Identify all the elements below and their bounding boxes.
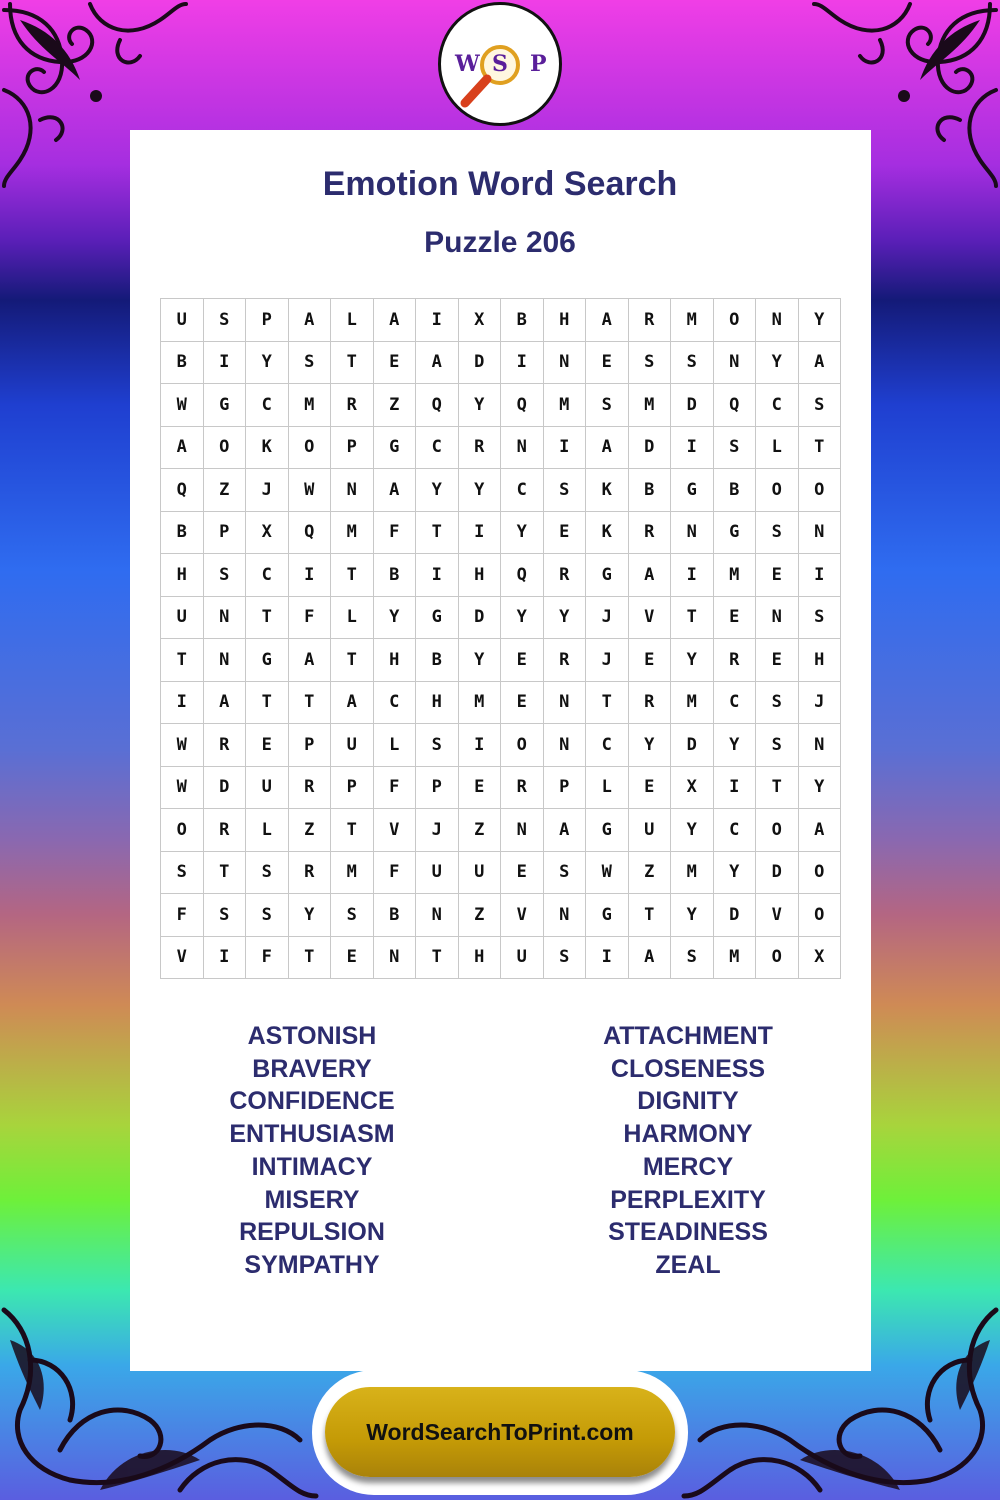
grid-cell[interactable]: O xyxy=(161,809,204,852)
grid-cell[interactable]: Q xyxy=(714,384,757,427)
grid-cell[interactable]: B xyxy=(714,469,757,512)
grid-cell[interactable]: G xyxy=(246,639,289,682)
grid-cell[interactable]: H xyxy=(374,639,417,682)
grid-cell[interactable]: D xyxy=(671,724,714,767)
grid-cell[interactable]: O xyxy=(714,299,757,342)
grid-cell[interactable]: T xyxy=(671,597,714,640)
grid-cell[interactable]: B xyxy=(629,469,672,512)
word-list-item: CLOSENESS xyxy=(610,1054,766,1083)
grid-cell[interactable]: A xyxy=(799,809,842,852)
grid-cell[interactable]: B xyxy=(501,299,544,342)
grid-cell[interactable]: D xyxy=(459,342,502,385)
grid-cell[interactable]: R xyxy=(459,427,502,470)
page-title: Emotion Word Search xyxy=(322,165,678,203)
grid-cell[interactable]: T xyxy=(756,767,799,810)
site-logo[interactable] xyxy=(438,2,562,126)
word-list-item: BRAVERY xyxy=(252,1054,372,1083)
grid-cell[interactable]: R xyxy=(204,809,247,852)
grid-cell[interactable]: S xyxy=(331,894,374,937)
word-list-item: PERPLEXITY xyxy=(610,1185,766,1214)
grid-cell[interactable]: C xyxy=(246,554,289,597)
grid-cell[interactable]: T xyxy=(331,342,374,385)
grid-cell[interactable]: V xyxy=(756,894,799,937)
grid-cell[interactable]: N xyxy=(544,682,587,725)
grid-cell[interactable]: E xyxy=(501,682,544,725)
grid-cell[interactable]: E xyxy=(246,724,289,767)
grid-cell[interactable]: Z xyxy=(459,809,502,852)
grid-cell[interactable]: S xyxy=(799,597,842,640)
grid-cell[interactable]: Y xyxy=(714,852,757,895)
grid-cell[interactable]: Q xyxy=(289,512,332,555)
grid-cell[interactable]: A xyxy=(289,639,332,682)
grid-cell[interactable]: T xyxy=(799,427,842,470)
grid-cell[interactable]: D xyxy=(756,852,799,895)
grid-cell[interactable]: T xyxy=(416,937,459,980)
grid-cell[interactable]: F xyxy=(374,767,417,810)
grid-cell[interactable]: E xyxy=(544,512,587,555)
grid-cell[interactable]: M xyxy=(671,299,714,342)
grid-cell[interactable]: I xyxy=(161,682,204,725)
grid-cell[interactable]: H xyxy=(544,299,587,342)
grid-cell[interactable]: I xyxy=(544,427,587,470)
grid-cell[interactable]: N xyxy=(671,512,714,555)
grid-cell[interactable]: N xyxy=(714,342,757,385)
grid-cell[interactable]: Y xyxy=(629,724,672,767)
grid-cell[interactable]: E xyxy=(586,342,629,385)
grid-cell[interactable]: R xyxy=(714,639,757,682)
grid-cell[interactable]: T xyxy=(204,852,247,895)
grid-cell[interactable]: A xyxy=(161,427,204,470)
grid-cell[interactable]: P xyxy=(544,767,587,810)
grid-cell[interactable]: F xyxy=(246,937,289,980)
grid-cell[interactable]: P xyxy=(289,724,332,767)
grid-cell[interactable]: I xyxy=(289,554,332,597)
grid-cell[interactable]: Y xyxy=(459,639,502,682)
grid-cell[interactable]: J xyxy=(586,597,629,640)
grid-cell[interactable]: I xyxy=(671,554,714,597)
grid-cell[interactable]: O xyxy=(799,469,842,512)
grid-cell[interactable]: S xyxy=(204,554,247,597)
grid-cell[interactable]: F xyxy=(161,894,204,937)
grid-cell[interactable]: S xyxy=(671,342,714,385)
grid-cell[interactable]: Z xyxy=(289,809,332,852)
word-list-item: HARMONY xyxy=(623,1120,753,1149)
grid-cell[interactable]: S xyxy=(289,342,332,385)
grid-cell[interactable]: G xyxy=(416,597,459,640)
grid-cell[interactable]: R xyxy=(204,724,247,767)
grid-cell[interactable]: A xyxy=(586,427,629,470)
letter-grid[interactable] xyxy=(160,298,841,979)
grid-cell[interactable]: P xyxy=(204,512,247,555)
grid-cell[interactable]: N xyxy=(331,469,374,512)
grid-cell[interactable]: O xyxy=(756,937,799,980)
grid-cell[interactable]: M xyxy=(289,384,332,427)
grid-cell[interactable]: P xyxy=(416,767,459,810)
grid-cell[interactable]: N xyxy=(544,342,587,385)
grid-cell[interactable]: N xyxy=(799,724,842,767)
grid-cell[interactable]: K xyxy=(586,469,629,512)
grid-cell[interactable]: N xyxy=(416,894,459,937)
grid-cell[interactable]: V xyxy=(501,894,544,937)
grid-cell[interactable]: N xyxy=(756,299,799,342)
grid-cell[interactable]: Y xyxy=(289,894,332,937)
grid-cell[interactable]: R xyxy=(331,384,374,427)
grid-cell[interactable]: R xyxy=(629,512,672,555)
grid-cell[interactable]: Z xyxy=(204,469,247,512)
grid-cell[interactable]: Q xyxy=(501,554,544,597)
grid-cell[interactable]: V xyxy=(629,597,672,640)
grid-cell[interactable]: I xyxy=(416,299,459,342)
grid-cell[interactable]: M xyxy=(629,384,672,427)
grid-cell[interactable]: G xyxy=(714,512,757,555)
grid-cell[interactable]: R xyxy=(629,682,672,725)
grid-cell[interactable]: M xyxy=(331,852,374,895)
grid-cell[interactable]: J xyxy=(416,809,459,852)
grid-cell[interactable]: D xyxy=(671,384,714,427)
grid-cell[interactable]: I xyxy=(459,724,502,767)
grid-cell[interactable]: Y xyxy=(459,384,502,427)
grid-cell[interactable]: U xyxy=(629,809,672,852)
grid-cell[interactable]: J xyxy=(586,639,629,682)
grid-cell[interactable]: X xyxy=(459,299,502,342)
grid-cell[interactable]: R xyxy=(289,852,332,895)
grid-cell[interactable]: Y xyxy=(416,469,459,512)
grid-cell[interactable]: L xyxy=(586,767,629,810)
grid-cell[interactable]: N xyxy=(756,597,799,640)
grid-cell[interactable]: D xyxy=(629,427,672,470)
grid-cell[interactable]: I xyxy=(501,342,544,385)
grid-cell[interactable]: L xyxy=(331,299,374,342)
grid-cell[interactable]: W xyxy=(161,384,204,427)
grid-cell[interactable]: T xyxy=(586,682,629,725)
grid-cell[interactable]: N xyxy=(544,894,587,937)
grid-cell[interactable]: S xyxy=(544,852,587,895)
word-list-item: STEADINESS xyxy=(608,1218,768,1247)
grid-cell[interactable]: O xyxy=(799,894,842,937)
grid-cell[interactable]: T xyxy=(289,937,332,980)
grid-cell[interactable]: Z xyxy=(629,852,672,895)
grid-cell[interactable]: I xyxy=(799,554,842,597)
word-list-left xyxy=(162,1020,462,1282)
grid-cell[interactable]: G xyxy=(586,554,629,597)
puzzle-number: Puzzle 206 xyxy=(424,226,576,259)
grid-cell[interactable]: D xyxy=(459,597,502,640)
grid-cell[interactable]: V xyxy=(161,937,204,980)
grid-cell[interactable]: O xyxy=(501,724,544,767)
word-list-item: INTIMACY xyxy=(251,1152,373,1181)
grid-cell[interactable]: Z xyxy=(459,894,502,937)
grid-cell[interactable]: S xyxy=(544,937,587,980)
grid-cell[interactable]: C xyxy=(714,682,757,725)
grid-cell[interactable]: S xyxy=(756,512,799,555)
logo-letter-s: S xyxy=(492,51,508,77)
grid-cell[interactable]: N xyxy=(204,597,247,640)
grid-cell[interactable]: E xyxy=(501,639,544,682)
grid-cell[interactable]: I xyxy=(416,554,459,597)
grid-cell[interactable]: A xyxy=(374,469,417,512)
grid-cell[interactable]: Y xyxy=(756,342,799,385)
grid-cell[interactable]: C xyxy=(756,384,799,427)
grid-cell[interactable]: P xyxy=(246,299,289,342)
grid-cell[interactable]: A xyxy=(629,554,672,597)
grid-cell[interactable]: N xyxy=(799,512,842,555)
grid-cell[interactable]: S xyxy=(416,724,459,767)
grid-cell[interactable]: Z xyxy=(374,384,417,427)
grid-cell[interactable]: B xyxy=(374,554,417,597)
word-list-item: CONFIDENCE xyxy=(229,1087,395,1116)
grid-cell[interactable]: E xyxy=(756,639,799,682)
grid-cell[interactable]: Y xyxy=(374,597,417,640)
grid-cell[interactable]: G xyxy=(586,809,629,852)
grid-cell[interactable]: L xyxy=(331,597,374,640)
grid-cell[interactable]: D xyxy=(714,894,757,937)
grid-cell[interactable]: R xyxy=(544,554,587,597)
grid-cell[interactable]: R xyxy=(501,767,544,810)
grid-cell[interactable]: N xyxy=(374,937,417,980)
grid-cell[interactable]: N xyxy=(544,724,587,767)
word-list-item: SYMPATHY xyxy=(244,1250,380,1279)
grid-cell[interactable]: Q xyxy=(161,469,204,512)
grid-cell[interactable]: J xyxy=(799,682,842,725)
grid-cell[interactable]: R xyxy=(629,299,672,342)
grid-cell[interactable]: O xyxy=(204,427,247,470)
grid-cell[interactable]: Q xyxy=(501,384,544,427)
grid-cell[interactable]: A xyxy=(331,682,374,725)
grid-cell[interactable]: E xyxy=(374,342,417,385)
grid-cell[interactable]: U xyxy=(331,724,374,767)
grid-cell[interactable]: S xyxy=(544,469,587,512)
grid-cell[interactable]: N xyxy=(501,809,544,852)
grid-cell[interactable]: P xyxy=(331,767,374,810)
grid-cell[interactable]: E xyxy=(459,767,502,810)
grid-cell[interactable]: G xyxy=(671,469,714,512)
site-link-button[interactable]: WordSearchToPrint.com xyxy=(325,1387,675,1477)
grid-cell[interactable]: G xyxy=(374,427,417,470)
grid-cell[interactable]: T xyxy=(416,512,459,555)
grid-cell[interactable]: T xyxy=(161,639,204,682)
grid-cell[interactable]: I xyxy=(204,937,247,980)
grid-cell[interactable]: Y xyxy=(799,767,842,810)
grid-cell[interactable]: P xyxy=(331,427,374,470)
grid-cell[interactable]: H xyxy=(161,554,204,597)
grid-cell[interactable]: E xyxy=(756,554,799,597)
grid-cell[interactable]: Y xyxy=(501,512,544,555)
grid-cell[interactable]: C xyxy=(246,384,289,427)
grid-cell[interactable]: A xyxy=(799,342,842,385)
grid-cell[interactable]: C xyxy=(714,809,757,852)
grid-cell[interactable]: E xyxy=(629,767,672,810)
grid-cell[interactable]: S xyxy=(246,852,289,895)
grid-cell[interactable]: G xyxy=(586,894,629,937)
grid-cell[interactable]: R xyxy=(544,639,587,682)
grid-cell[interactable]: Y xyxy=(671,639,714,682)
grid-cell[interactable]: L xyxy=(756,427,799,470)
grid-cell[interactable]: T xyxy=(331,809,374,852)
grid-cell[interactable]: S xyxy=(714,427,757,470)
grid-cell[interactable]: A xyxy=(544,809,587,852)
grid-cell[interactable]: S xyxy=(629,342,672,385)
grid-cell[interactable]: M xyxy=(671,852,714,895)
grid-cell[interactable]: I xyxy=(714,767,757,810)
grid-cell[interactable]: Y xyxy=(671,809,714,852)
grid-cell[interactable]: S xyxy=(586,384,629,427)
grid-cell[interactable]: E xyxy=(331,937,374,980)
grid-cell[interactable]: O xyxy=(756,469,799,512)
grid-cell[interactable]: N xyxy=(501,427,544,470)
grid-cell[interactable]: R xyxy=(289,767,332,810)
grid-cell[interactable]: I xyxy=(671,427,714,470)
grid-cell[interactable]: E xyxy=(629,639,672,682)
grid-cell[interactable]: H xyxy=(799,639,842,682)
grid-cell[interactable]: Y xyxy=(714,724,757,767)
grid-cell[interactable]: M xyxy=(331,512,374,555)
grid-cell[interactable]: T xyxy=(246,682,289,725)
grid-cell[interactable]: I xyxy=(586,937,629,980)
grid-cell[interactable]: Y xyxy=(246,342,289,385)
grid-cell[interactable]: U xyxy=(161,597,204,640)
word-list-item: ASTONISH xyxy=(247,1022,377,1050)
grid-cell[interactable]: H xyxy=(459,937,502,980)
grid-cell[interactable]: O xyxy=(289,427,332,470)
grid-cell[interactable]: T xyxy=(289,682,332,725)
grid-cell[interactable]: A xyxy=(629,937,672,980)
grid-cell[interactable]: F xyxy=(374,512,417,555)
grid-cell[interactable]: S xyxy=(756,682,799,725)
grid-cell[interactable]: C xyxy=(501,469,544,512)
word-list-item: MERCY xyxy=(642,1152,734,1181)
grid-cell[interactable]: F xyxy=(289,597,332,640)
grid-cell[interactable]: W xyxy=(161,724,204,767)
grid-cell[interactable]: Q xyxy=(416,384,459,427)
grid-cell[interactable]: I xyxy=(204,342,247,385)
grid-cell[interactable]: O xyxy=(756,809,799,852)
word-list-item: MISERY xyxy=(264,1185,360,1214)
grid-cell[interactable]: S xyxy=(204,299,247,342)
grid-cell[interactable]: H xyxy=(459,554,502,597)
grid-cell[interactable]: T xyxy=(331,554,374,597)
grid-cell[interactable]: E xyxy=(714,597,757,640)
grid-cell[interactable]: B xyxy=(374,894,417,937)
word-list-item: ATTACHMENT xyxy=(603,1022,773,1050)
word-list-right xyxy=(538,1020,838,1282)
word-list-item: DIGNITY xyxy=(637,1087,739,1116)
grid-cell[interactable]: A xyxy=(416,342,459,385)
grid-cell[interactable]: S xyxy=(799,384,842,427)
grid-cell[interactable]: T xyxy=(246,597,289,640)
grid-cell[interactable]: M xyxy=(671,682,714,725)
grid-cell[interactable]: I xyxy=(459,512,502,555)
word-list-item: ZEAL xyxy=(655,1250,721,1279)
grid-cell[interactable]: S xyxy=(161,852,204,895)
grid-cell[interactable]: Y xyxy=(544,597,587,640)
grid-cell[interactable]: Y xyxy=(671,894,714,937)
grid-cell[interactable]: E xyxy=(501,852,544,895)
grid-cell[interactable]: L xyxy=(374,724,417,767)
grid-cell[interactable]: W xyxy=(586,852,629,895)
grid-cell[interactable]: D xyxy=(204,767,247,810)
grid-cell[interactable]: Y xyxy=(799,299,842,342)
grid-cell[interactable]: G xyxy=(204,384,247,427)
grid-cell[interactable]: N xyxy=(204,639,247,682)
grid-cell[interactable]: K xyxy=(586,512,629,555)
grid-cell[interactable]: C xyxy=(374,682,417,725)
grid-cell[interactable]: X xyxy=(671,767,714,810)
grid-cell[interactable]: L xyxy=(246,809,289,852)
grid-cell[interactable]: V xyxy=(374,809,417,852)
grid-cell[interactable]: A xyxy=(289,299,332,342)
grid-cell[interactable]: F xyxy=(374,852,417,895)
grid-cell[interactable]: S xyxy=(756,724,799,767)
grid-cell[interactable]: S xyxy=(671,937,714,980)
grid-cell[interactable]: M xyxy=(714,937,757,980)
grid-cell[interactable]: W xyxy=(161,767,204,810)
grid-cell[interactable]: H xyxy=(416,682,459,725)
grid-cell[interactable]: M xyxy=(544,384,587,427)
grid-cell[interactable]: J xyxy=(246,469,289,512)
grid-cell[interactable]: T xyxy=(331,639,374,682)
grid-cell[interactable]: A xyxy=(374,299,417,342)
grid-cell[interactable]: X xyxy=(246,512,289,555)
grid-cell[interactable]: B xyxy=(416,639,459,682)
word-list-item: REPULSION xyxy=(239,1218,385,1247)
grid-cell[interactable]: S xyxy=(204,894,247,937)
grid-cell[interactable]: U xyxy=(459,852,502,895)
grid-cell[interactable]: Y xyxy=(459,469,502,512)
grid-cell[interactable]: S xyxy=(246,894,289,937)
grid-cell[interactable]: C xyxy=(416,427,459,470)
grid-cell[interactable]: C xyxy=(586,724,629,767)
grid-cell[interactable]: X xyxy=(799,937,842,980)
grid-cell[interactable]: U xyxy=(246,767,289,810)
grid-cell[interactable]: A xyxy=(586,299,629,342)
logo-letter-p: P xyxy=(530,51,547,77)
grid-cell[interactable]: U xyxy=(416,852,459,895)
grid-cell[interactable]: M xyxy=(714,554,757,597)
grid-cell[interactable]: Y xyxy=(501,597,544,640)
grid-cell[interactable]: M xyxy=(459,682,502,725)
grid-cell[interactable]: W xyxy=(289,469,332,512)
grid-cell[interactable]: K xyxy=(246,427,289,470)
word-list-item: ENTHUSIASM xyxy=(229,1120,395,1149)
logo-letter-w: W xyxy=(455,51,480,77)
grid-cell[interactable]: T xyxy=(629,894,672,937)
grid-cell[interactable]: O xyxy=(799,852,842,895)
grid-cell[interactable]: U xyxy=(161,299,204,342)
grid-cell[interactable]: B xyxy=(161,342,204,385)
grid-cell[interactable]: U xyxy=(501,937,544,980)
grid-cell[interactable]: A xyxy=(204,682,247,725)
grid-cell[interactable]: B xyxy=(161,512,204,555)
